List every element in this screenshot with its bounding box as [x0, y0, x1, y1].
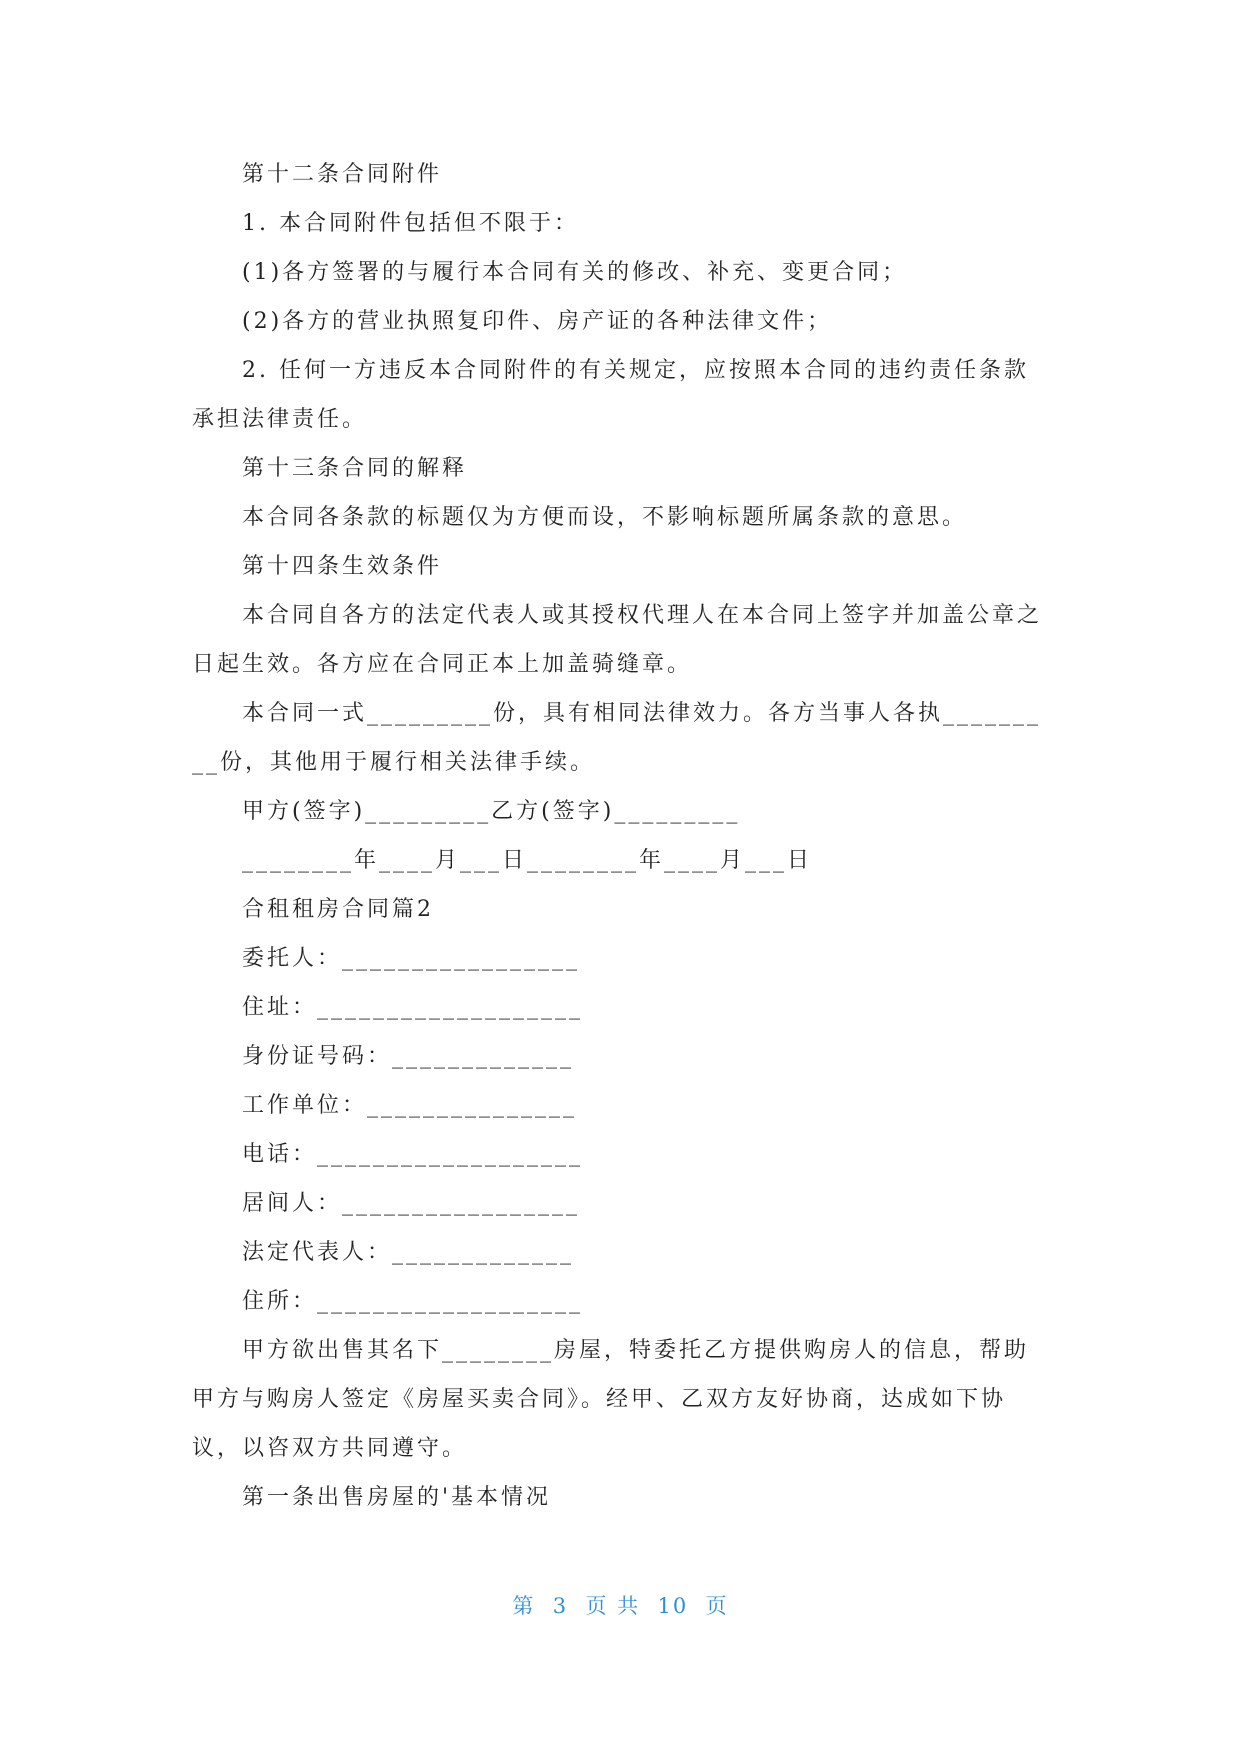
- date-line: ________年____月___日________年____月___日: [242, 848, 813, 873]
- article-13-heading: 第十三条合同的解释: [242, 456, 468, 481]
- client-field: 委托人：_________________: [242, 946, 581, 971]
- attachment-item-1: (1)各方签署的与履行本合同有关的修改、补充、变更合同；: [242, 260, 908, 285]
- article-12-heading: 第十二条合同附件: [242, 162, 443, 187]
- address-field: 住址：___________________: [242, 995, 584, 1020]
- id-number-field: 身份证号码：_____________: [242, 1044, 575, 1069]
- attachment-item-2: (2)各方的营业执照复印件、房产证的各种法律文件；: [242, 309, 833, 334]
- page-number-footer: 第 3 页 共 10 页: [512, 1594, 729, 1618]
- intermediary-field: 居间人：_________________: [242, 1191, 581, 1216]
- attachment-liability: 2. 任何一方违反本合同附件的有关规定，应按照本合同的违约责任条款承担法律责任。: [192, 358, 1029, 432]
- article-1-heading: 第一条出售房屋的'基本情况: [242, 1485, 552, 1510]
- article-14-heading: 第十四条生效条件: [242, 554, 443, 579]
- attachment-scope: 1. 本合同附件包括但不限于：: [242, 211, 579, 236]
- employer-field: 工作单位：_______________: [242, 1093, 578, 1118]
- document-body: [192, 150, 1050, 1522]
- legal-representative-field: 法定代表人：_____________: [242, 1240, 575, 1265]
- signature-line: 甲方(签字)_________乙方(签字)_________: [242, 799, 741, 824]
- residence-field: 住所：___________________: [242, 1289, 584, 1314]
- copies-clause: 本合同一式_________份，具有相同法律效力。各方当事人各执_________份，其他用于履行相关法律手续。: [192, 701, 1042, 775]
- effectiveness-clause: 本合同自各方的法定代表人或其授权代理人在本合同上签字并加盖公章之日起生效。各方应在合同正本上加盖骑缝章。: [192, 603, 1043, 677]
- agreement-preamble: 甲方欲出售其名下________房屋，特委托乙方提供购房人的信息，帮助甲方与购房人签定《房屋买卖合同》。经甲、乙双方友好协商，达成如下协议，以咨双方共同遵守。: [192, 1338, 1030, 1461]
- section-2-title: 合租租房合同篇2: [242, 897, 434, 922]
- phone-field: 电话：___________________: [242, 1142, 584, 1167]
- interpretation-clause: 本合同各条款的标题仅为方便而设，不影响标题所属条款的意思。: [242, 505, 968, 530]
